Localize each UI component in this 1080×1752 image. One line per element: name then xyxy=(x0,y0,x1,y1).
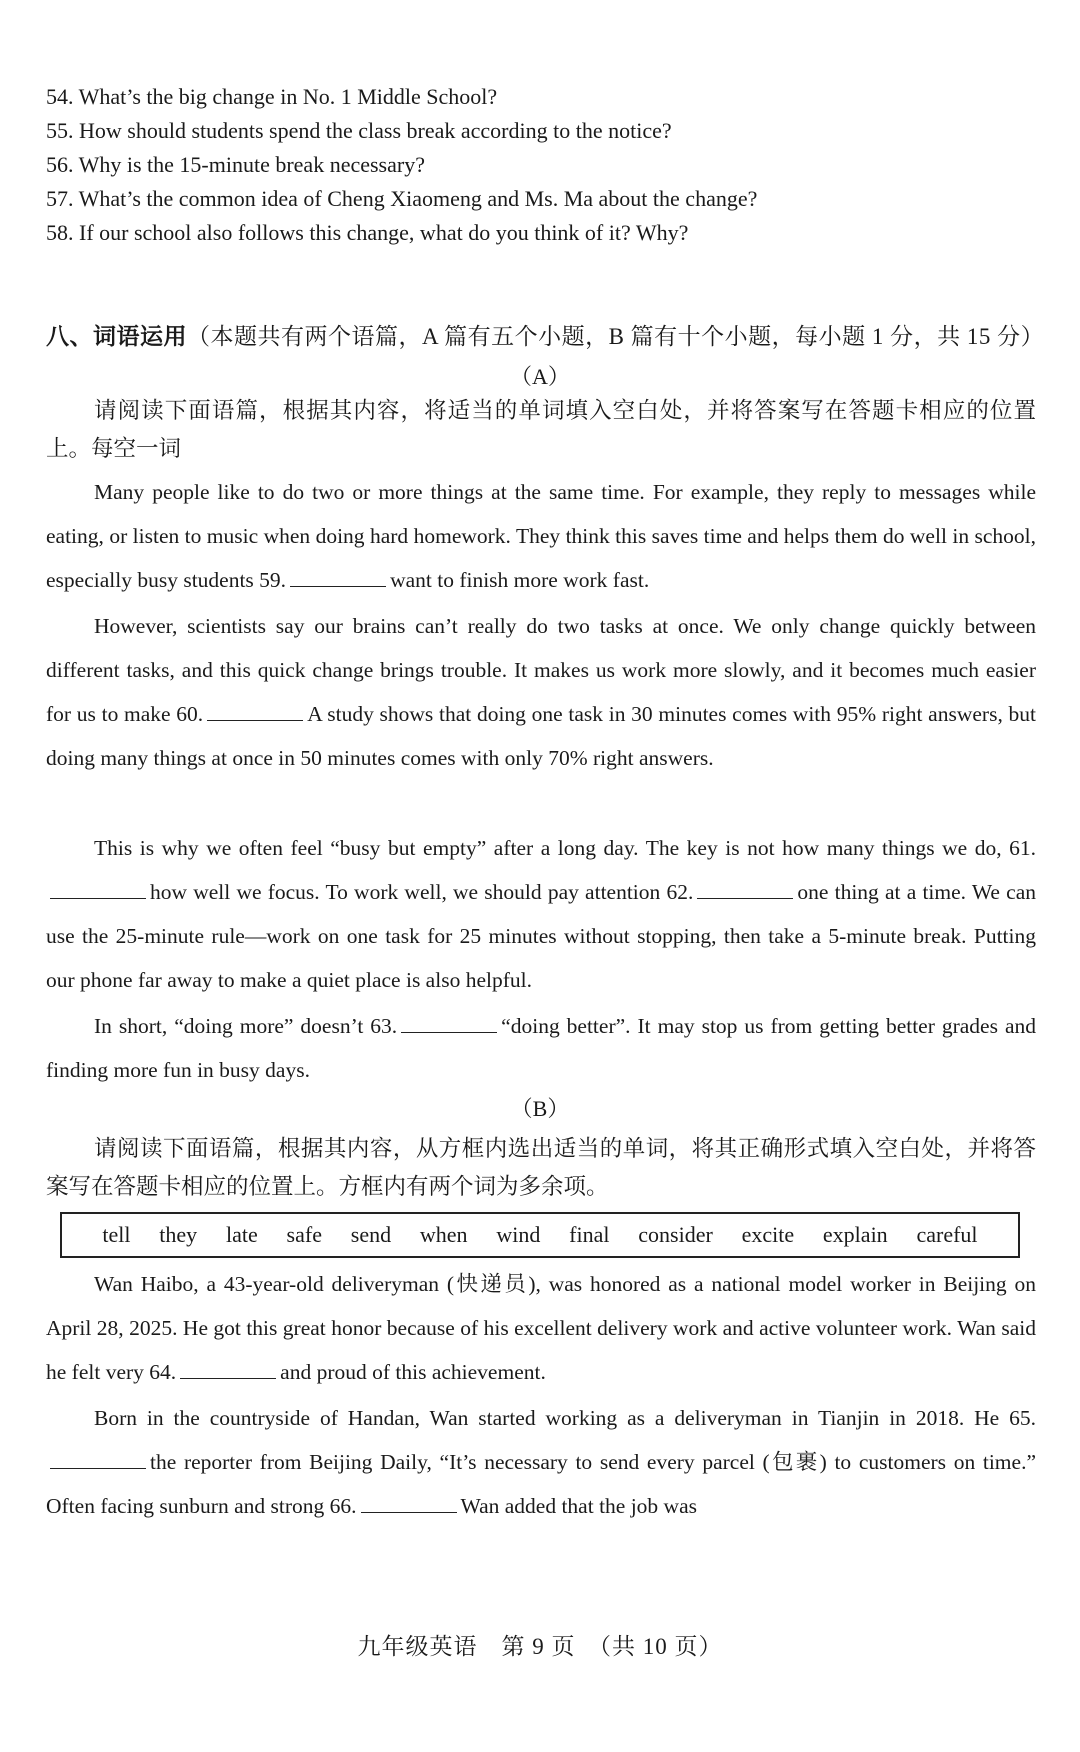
question-57: 57. What’s the common idea of Cheng Xiaomeng and Ms. Ma about the change? xyxy=(46,186,758,211)
word-option: excite xyxy=(741,1222,795,1247)
blank-59 xyxy=(290,568,386,587)
question-55: 55. How should students spend the class break according to the notice? xyxy=(46,118,672,143)
blank-66 xyxy=(361,1494,457,1513)
part-a-instruction: 请阅读下面语篇，根据其内容，将适当的单词填入空白处，并将答案写在答题卡相应的位置上。每空一词 xyxy=(46,398,1036,461)
blank-62 xyxy=(697,880,793,899)
word-option: consider xyxy=(638,1222,713,1247)
question-54: 54. What’s the big change in No. 1 Middle School? xyxy=(46,84,498,109)
question-58: 58. If our school also follows this change, what do you think of it? Why? xyxy=(46,220,689,245)
word-option: final xyxy=(569,1222,610,1247)
word-option: they xyxy=(159,1222,198,1247)
blank-63 xyxy=(401,1014,497,1033)
part-a-paragraph-3: This is why we often feel “busy but empty” after a long day. The key is not how many things we do, 61.how well we focus. To work well, we should pay attention 62. one thing at a time. We can use the 25-minute rule—work on one task for 25 minutes without stopping, then take a 5-minute break. Putting our phone far away to make a quiet place is also helpful. xyxy=(46,836,1036,992)
part-b-paragraph-1: Wan Haibo, a 43-year-old deliveryman (快递员), was honored as a national model worker in Beijing on April 28, 2025. He got this great honor because of his excellent delivery work and active volunteer work. Wan said he felt very 64. and proud of this achievement. xyxy=(46,1272,1036,1384)
word-option: send xyxy=(350,1222,392,1247)
part-a-paragraph-2: However, scientists say our brains can’t really do two tasks at once. We only change quickly between different tasks, and this quick change brings trouble. It makes us work more slowly, and it becomes much easier for us to make 60. A study shows that doing one task in 30 minutes comes with 95% right answers, but doing many things at once in 50 minutes comes with only 70% right answers. xyxy=(46,614,1036,770)
blank-65 xyxy=(50,1450,146,1469)
word-option: tell xyxy=(102,1222,131,1247)
word-option: late xyxy=(225,1222,258,1247)
word-option: wind xyxy=(496,1222,541,1247)
part-b-paragraph-2: Born in the countryside of Handan, Wan started working as a deliveryman in Tianjin in 2018. He 65.the reporter from Beijing Daily, “It’s necessary to send every parcel (包裹) to customers on time.” Often facing sunburn and strong 66. Wan added that the job was xyxy=(46,1406,1036,1518)
section-note: （本题共有两个语篇，A 篇有五个小题，B 篇有十个小题，每小题 1 分，共 15 分） xyxy=(187,324,1045,349)
word-option: careful xyxy=(916,1222,978,1247)
part-a-paragraph-1: Many people like to do two or more things at the same time. For example, they reply to messages while eating, or listen to music when doing hard homework. They think this saves time and helps them do well in school, especially busy students 59. want to finish more work fast. xyxy=(46,480,1036,592)
word-option: when xyxy=(419,1222,468,1247)
question-56: 56. Why is the 15-minute break necessary? xyxy=(46,152,425,177)
part-a-label: （A） xyxy=(510,364,570,389)
section-title: 八、词语运用 xyxy=(46,324,187,349)
section-heading xyxy=(46,318,1044,351)
blank-61 xyxy=(50,880,146,899)
word-option: explain xyxy=(822,1222,888,1247)
page-footer: 九年级英语 第 9 页 （共 10 页） xyxy=(357,1634,723,1659)
blank-64 xyxy=(180,1360,276,1379)
blank-60 xyxy=(207,702,303,721)
part-b-instruction: 请阅读下面语篇，根据其内容，从方框内选出适当的单词，将其正确形式填入空白处，并将答案写在答题卡相应的位置上。方框内有两个词为多余项。 xyxy=(46,1136,1036,1199)
word-option: safe xyxy=(286,1222,322,1247)
word-bank-box xyxy=(60,1212,1020,1258)
part-a-paragraph-4: In short, “doing more” doesn’t 63. “doing better”. It may stop us from getting better grades and finding more fun in busy days. xyxy=(46,1014,1036,1082)
part-b-label: （B） xyxy=(510,1096,570,1121)
